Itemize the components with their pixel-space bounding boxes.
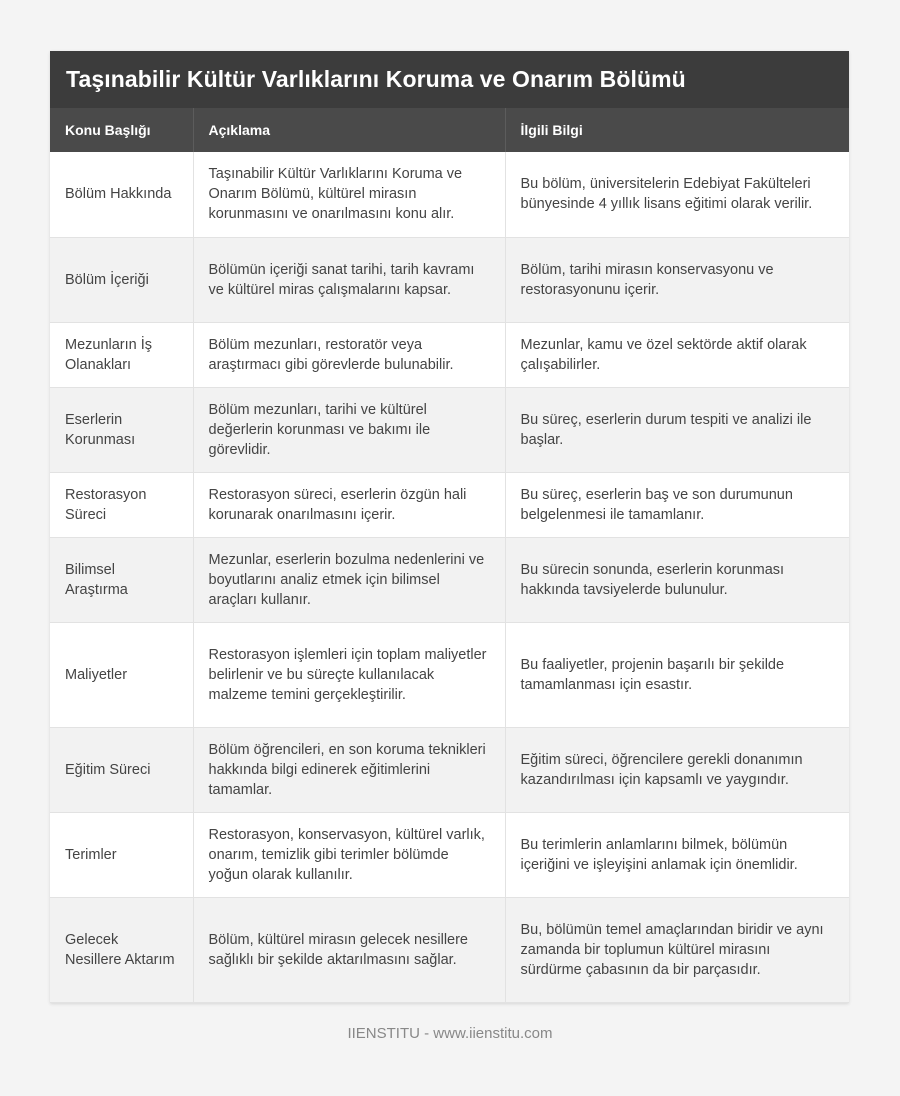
column-header-info: İlgili Bilgi bbox=[520, 122, 583, 138]
table-row bbox=[50, 387, 849, 472]
cell-topic: Gelecek Nesillere Aktarım bbox=[50, 897, 193, 1002]
table-row bbox=[50, 237, 849, 322]
cell-info: Bu bölüm, üniversitelerin Edebiyat Fakülteleri bünyesinde 4 yıllık lisans eğitimi olarak verilir. bbox=[505, 152, 849, 237]
cell-info: Bu süreç, eserlerin baş ve son durumunun belgelenmesi ile tamamlanır. bbox=[505, 472, 849, 537]
cell-topic: Maliyetler bbox=[50, 622, 193, 727]
cell-info: Bu faaliyetler, projenin başarılı bir şekilde tamamlanması için esastır. bbox=[505, 622, 849, 727]
cell-topic: Bölüm İçeriği bbox=[50, 237, 193, 322]
table-row bbox=[50, 152, 849, 237]
column-header-description: Açıklama bbox=[193, 108, 505, 152]
column-header-topic: Konu Başlığı bbox=[50, 108, 193, 152]
cell-description: Mezunlar, eserlerin bozulma nedenlerini ve boyutlarını analiz etmek için bilimsel araçları kullanır. bbox=[193, 537, 505, 622]
cell-description: Bölüm, kültürel mirasın gelecek nesillere sağlıklı bir şekilde aktarılmasını sağlar. bbox=[193, 897, 505, 1002]
cell-info: Bu, bölümün temel amaçlarından biridir ve aynı zamanda bir toplumun kültürel mirasını sürdürme çabasının da bir parçasıdır. bbox=[505, 897, 849, 1002]
cell-topic: Bölüm Hakkında bbox=[50, 152, 193, 237]
cell-description: Bölüm mezunları, restoratör veya araştırmacı gibi görevlerde bulunabilir. bbox=[193, 322, 505, 387]
table-header-row bbox=[50, 108, 849, 152]
cell-topic: Mezunların İş Olanakları bbox=[50, 322, 193, 387]
cell-description: Bölümün içeriği sanat tarihi, tarih kavramı ve kültürel miras çalışmalarını kapsar. bbox=[193, 237, 505, 322]
table-row bbox=[50, 472, 849, 537]
cell-topic: Terimler bbox=[50, 812, 193, 897]
cell-description: Restorasyon, konservasyon, kültürel varlık, onarım, temizlik gibi terimler bölümde yoğun olarak kullanılır. bbox=[193, 812, 505, 897]
cell-info: Bu süreç, eserlerin durum tespiti ve analizi ile başlar. bbox=[505, 387, 849, 472]
table-row bbox=[50, 537, 849, 622]
footer-credit: IIENSTITU - www.iienstitu.com bbox=[347, 1025, 553, 1042]
info-table bbox=[50, 108, 849, 1003]
table-row bbox=[50, 727, 849, 812]
cell-description: Bölüm öğrencileri, en son koruma teknikleri hakkında bilgi edinerek eğitimlerini tamamlar. bbox=[193, 727, 505, 812]
table-row bbox=[50, 812, 849, 897]
table-row bbox=[50, 897, 849, 1002]
cell-topic: Restorasyon Süreci bbox=[50, 472, 193, 537]
cell-description: Restorasyon işlemleri için toplam maliyetler belirlenir ve bu süreçte kullanılacak malzeme temini gerçekleştirilir. bbox=[193, 622, 505, 727]
cell-info: Eğitim süreci, öğrencilere gerekli donanımın kazandırılması için kapsamlı ve yaygındır. bbox=[505, 727, 849, 812]
cell-topic: Eğitim Süreci bbox=[50, 727, 193, 812]
cell-info: Mezunlar, kamu ve özel sektörde aktif olarak çalışabilirler. bbox=[505, 322, 849, 387]
cell-info: Bölüm, tarihi mirasın konservasyonu ve restorasyonunu içerir. bbox=[505, 237, 849, 322]
cell-description: Taşınabilir Kültür Varlıklarını Koruma ve Onarım Bölümü, kültürel mirasın korunmasını ve onarılmasını konu alır. bbox=[193, 152, 505, 237]
cell-info: Bu sürecin sonunda, eserlerin korunması hakkında tavsiyelerde bulunulur. bbox=[505, 537, 849, 622]
cell-description: Bölüm mezunları, tarihi ve kültürel değerlerin korunması ve bakımı ile görevlidir. bbox=[193, 387, 505, 472]
cell-topic: Eserlerin Korunması bbox=[50, 387, 193, 472]
table-row bbox=[50, 622, 849, 727]
cell-topic: Bilimsel Araştırma bbox=[50, 537, 193, 622]
cell-description: Restorasyon süreci, eserlerin özgün hali korunarak onarılmasını içerir. bbox=[193, 472, 505, 537]
cell-info: Bu terimlerin anlamlarını bilmek, bölümün içeriğini ve işleyişini anlamak için önemlidir. bbox=[505, 812, 849, 897]
page-title: Taşınabilir Kültür Varlıklarını Koruma ve Onarım Bölümü bbox=[50, 51, 849, 108]
content-card bbox=[50, 51, 849, 1003]
table-row bbox=[50, 322, 849, 387]
